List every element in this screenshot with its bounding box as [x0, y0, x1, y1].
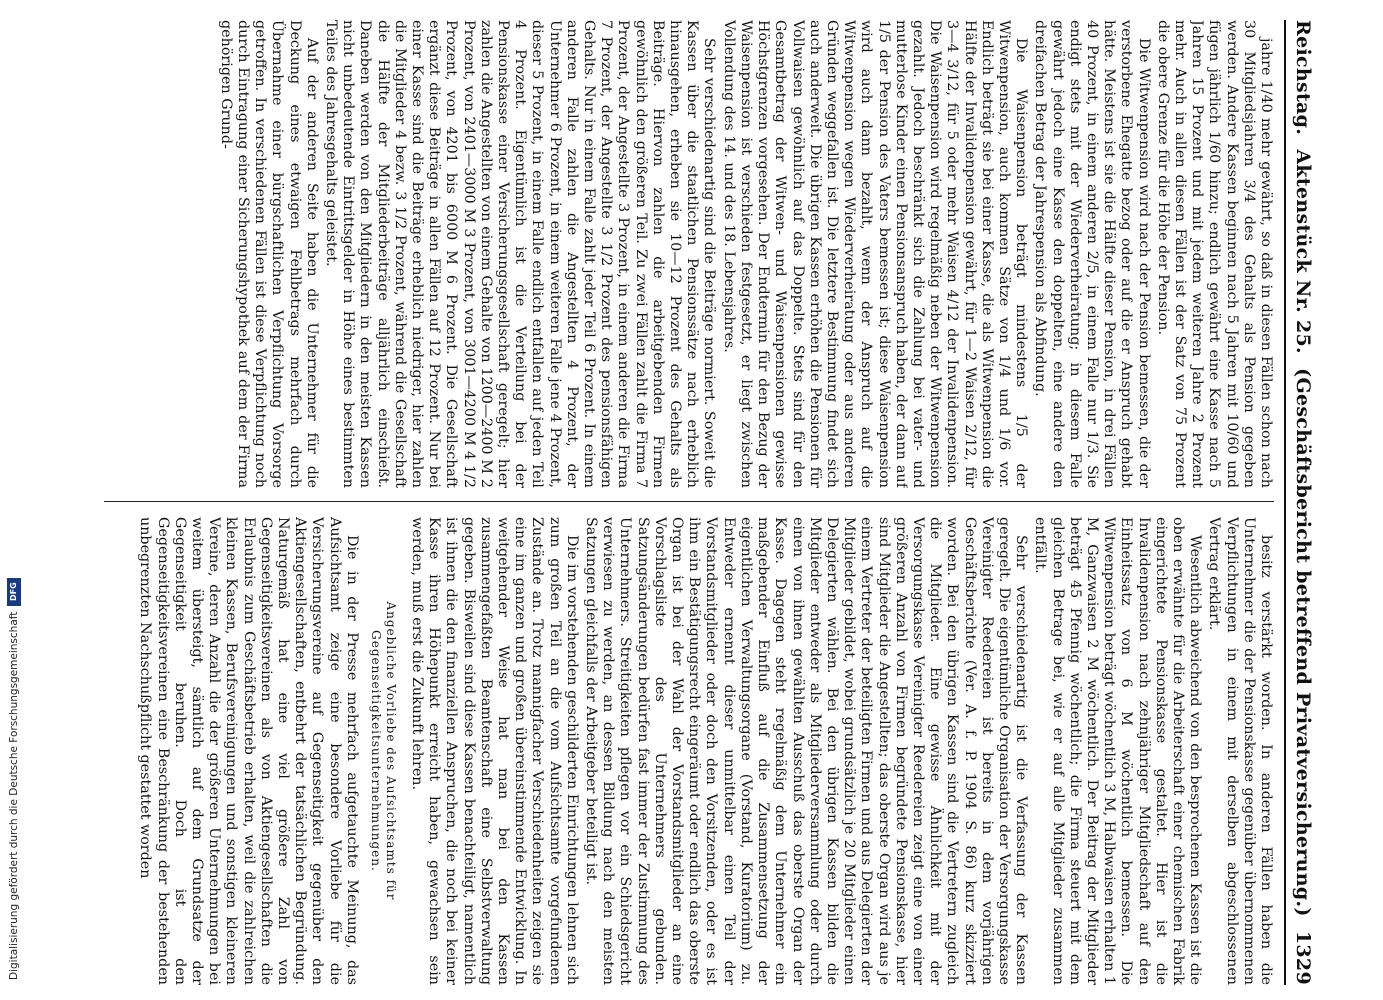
column-divider	[104, 501, 1274, 502]
footer-text: Digitalisierung gefördert durch die Deutsche Forschungsgemeinschaft	[8, 611, 20, 980]
paragraph: besitz verstärkt worden. In anderen Fällen haben die Unternehmer die der Pensionskasse gegenüber übernommenen Verpflichtungen in einem mit derselben abgeschlossenen Vertrag erklärt.	[1206, 517, 1274, 985]
paragraph: Sehr verschiedenartig ist die Verfassung der Kassen geregelt. Die eigentümliche Organisation der Versorgungskasse Vereinigter Reedereien ist bereits in dem vorjährigen Geschäftsberichte (Ver. A. f. P. 1904 S. 86) kurz skizziert worden. Bei den übrigen Kassen sind die Vertretern zugleich die Mitglieder. Eine gewisse Ähnlichkeit mit der Versorgungskasse Vereinigter Reedereien zeigt eine von einer größeren Anzahl von Firmen begründete Pensionskasse, hier sind Mitglieder die Angestellten; das oberste Organ wird aus je einem Vertreter der beteiligten Firmen und aus Delegierten der Mitglieder gebildet, wobei grundsätzlich je 20 Mitglieder einen Delegierten wählen. Bei den übrigen Kassen bilden die Mitglieder entweder als Mitgliederversammlung oder durch einen von ihnen gewählten Ausschuß das oberste Organ der Kasse. Dagegen steht regelmäßig dem Unternehmer ein maßgebender Einfluß auf die Zusammensetzung der eigentlichen Verwaltungsorgane (Vorstand, Kuratorium) zu. Entweder ernennt dieser unmittelbar einen Teil der Vorstandsmitglieder oder doch den Vorsitzenden, oder es ist ihm ein Bestätigungsrecht eingeräumt oder endlich das oberste Organ ist bei der Wahl der Vorstandsmitglieder an eine Vorschlagsliste des Unternehmers gebunden. Satzungsänderungen bedürfen fast immer der Zustimmung des Unternehmers. Streitigkeiten pflegen vor ein Schiedsgericht verwiesen zu werden, an dessen Bildung nach den meisten Satzungen gleichfalls der Arbeitgeber beteiligt ist.	[583, 517, 1030, 985]
dfg-logo: DFG	[7, 578, 21, 606]
paragraph: Die Waisenpension beträgt mindestens 1/5 der Witwenpension, auch kommen Sätze von 1/4 und 1/6 vor. Endlich beträgt sie bei einer Kasse, die als Witwenpension die Hälfte der Invalidenpension gewährt, für 1—2 Waisen 2/12, für 3—4 3/12, für 5 oder mehr Waisen 4/12 der Invalidenpension. Die Waisenpension wird regelmäßig neben der Witwenpension gezahlt. Jedoch beschränkt sich die Zahlung bei vater- und mutterlose Kinder einen Pensionsanspruch haben, der dann auf 1/5 der Pension des Vaters bemessen ist; diese Waisenpension wird auch dann bezahlt, wenn der Anspruch auf die Witwenpension wegen Wiederverheiratung oder aus anderen Gründen weggefallen ist. Die letztere Bestimmung findet sich auch anderweit. Die übrigen Kassen erhöhen die Pensionen für Vollwaisen gewöhnlich auf das Doppelte. Stets sind für den Gesamtbetrag der Witwen- und Waisenpensionen gewisse Höchstgrenzen vorgesehen. Der Endtermin für den Bezug der Waisenpension ist verschieden festgesetzt, er liegt zwischen Vollendung des 14. und des 18. Lebensjahres.	[720, 20, 1030, 488]
section-subheading: Angebliche Vorliebe des Aufsichtsamts für Gegenseitigkeitsunternehmungen.	[368, 601, 398, 901]
page-header	[1292, 20, 1330, 985]
paragraph: Wesentlich abweichend von den besprochenen Kassen ist die oben erwähnte für die Arbeiterschaft einer chemischen Fabrik eingerichtete Pensionskasse gestaltet. Hier ist die Invalidenpension nach zehnjähriger Mitgliedschaft auf den Einheitssatz von 6 M wöchentlich bemessen. Die Witwenpension beträgt wöchentlich 3 M, Halbwaisen erhalten 1 M, Ganzwaisen 2 M wöchentlich. Der Beitrag der Mitglieder beträgt 45 Pfennig wöchentlich; die Firma steuert mit dem gleichen Betrage bei, wie er auf alle Mitglieder zusammen entfällt.	[1032, 517, 1204, 985]
document-page	[40, 20, 1370, 985]
paragraph: Die Witwenpension wird nach der Pension bemessen, die der verstorbene Ehegatte bezog oder auf die er Anspruch gehabt hätte. Meistens ist sie die Hälfte dieser Pension, in drei Fällen 40 Prozent, in einem anderen 2/5, in einem Falle nur 1/3. Sie endigt stets mit der Wiederverheiratung; in diesem Falle gewährt jedoch eine Kasse den doppelten, eine andere den dreifachen Betrag der Jahrespension als Abfindung.	[1032, 20, 1152, 488]
paragraph: Die in der Presse mehrfach aufgetauchte Meinung, das Aufsichtsamt zeige eine besondere Vorliebe für die Versicherungsvereine auf Gegenseitigkeit gegenüber den Aktiengesellschaften, entbehrt der tatsächlichen Begründung. Naturgemäß hat eine viel größere Zahl von Gegenseitigkeitsvereinen als von Aktiengesellschaften die Erlaubnis zum Geschäftsbetrieb erhalten, weil die zahlreichen kleinen Kassen, Berufsvereinigungen und sonstigen kleineren Vereine, deren Anzahl die der größeren Unternehmungen bei weitem übersteigt, sämtlich auf dem Grundsatze der Gegenseitigkeit beruhen. Doch ist den Gegenseitigkeitsvereinen eine Beschränkung der bestehenden unbegrenzten Nachschußpflicht gestattet worden	[137, 517, 360, 985]
paragraph: Die im vorstehenden geschilderten Einrichtungen lehnen sich zum großen Teil an die vom Aufsichtsamte vorgefundenen Zustände an. Trotz mannigfacher Verschiedenheiten zeigen sie eine im ganzen und großen übereinstimmende Entwicklung. In weitgehender Weise hat man bei den Kassen zusammengefaßten Beamtenschaft eine Selbstverwaltung gegeben. Bisweilen sind diese Kassen benachteiligt, namentlich ist ihnen die den finanziellen Anspruchen, die noch bei keiner Kasse ihren Höhepunkt erreicht haben, gewachsen sein werden, muß erst die Zukunft lehren.	[409, 517, 580, 985]
paragraph: Auf der anderen Seite haben die Unternehmer für die Deckung eines etwaigen Fehlbetrags mehrfach durch Übernahme einer bürgschaftlichen Verpflichtung Vorsorge getroffen. In verschiedenen Fällen ist diese Verpflichtung noch durch Eintragung einer Sicherungshypothek auf dem der Firma gehörigen Grund-	[217, 20, 320, 488]
rotated-page-content	[100, 20, 1330, 985]
right-column	[84, 517, 1274, 985]
header-center: Aktenstück Nr. 25.	[1292, 149, 1314, 354]
paragraph: Sehr verschiedenartig sind die Beiträge normiert. Soweit die Kassen über die staatlichen Pensionssätze nach erheblich hinausgehen, erheben sie 10—12 Prozent des Gehalts als Beiträge. Hiervon zahlen die arbeitgebenden Firmen gewöhnlich den größeren Teil. Zu zwei Fällen zahlt die Firma 7 Prozent, der Angestellte 3 Prozent, in einem anderen die Firma 7 Prozent, der Angestellte 3 1/2 Prozent des pensionsfähigen Gehalts. Nur in einem Falle zahlt jeder Teil 6 Prozent. In einem anderen Falle zahlen die Angestellten 4 Prozent, der Unternehmer 6 Prozent, in einem weiteren Falle jene 4 Prozent, dieser 5 Prozent, in einem Falle endlich entfallen auf jeden Teil 4 Prozent. Eigentümlich ist die Verteilung bei der Pensionskasse einer Versicherungsgesellschaft geregelt; hier zahlen die Angestellten von einem Gehalte von 1200—2400 M 2 Prozent, von 2401—3000 M 3 Prozent, von 3001—4200 M 4 1/2 Prozent, von 4201 bis 6000 M 6 Prozent. Die Gesellschaft ergänzt diese Beiträge in allen Fällen auf 12 Prozent. Nur bei einer Kasse sind die Beiträge erheblich niedriger, hier zahlen die Mitglieder 4 bezw. 3 1/2 Prozent, während die Gesellschaft die Hälfte der Mitgliederbeiträge alljährlich einschießt. Daneben werden von den Mitgliedern in den meisten Kassen nicht unbedeutende Eintrittsgelder in Höhe eines bestimmten Teiles des Jahresgehalts geleistet.	[323, 20, 718, 488]
header-left: Reichstag.	[1292, 20, 1314, 136]
left-column	[84, 20, 1274, 488]
header-right: (Geschäftsbericht betreffend Privatversicherung.)	[1292, 368, 1314, 917]
header-rule	[1284, 20, 1286, 985]
paragraph: jahre 1/40 mehr gewährt, so daß in diesen Fällen schon nach 30 Mitgliedsjahren 3/4 des Gehalts als Pension gegeben werden. Andere Kassen beginnen nach 5 Jahren mit 10/60 und fügen jährlich 1/60 hinzu; endlich gewährt eine Kasse nach 5 Jahren 15 Prozent und mit jedem weiteren Jahre 2 Prozent mehr. Auch in allen diesen Fällen ist der Satz von 75 Prozent die obere Grenze für die Höhe der Pension.	[1154, 20, 1274, 488]
page-number: 1329	[1292, 930, 1314, 985]
digitization-footer	[4, 0, 24, 1000]
